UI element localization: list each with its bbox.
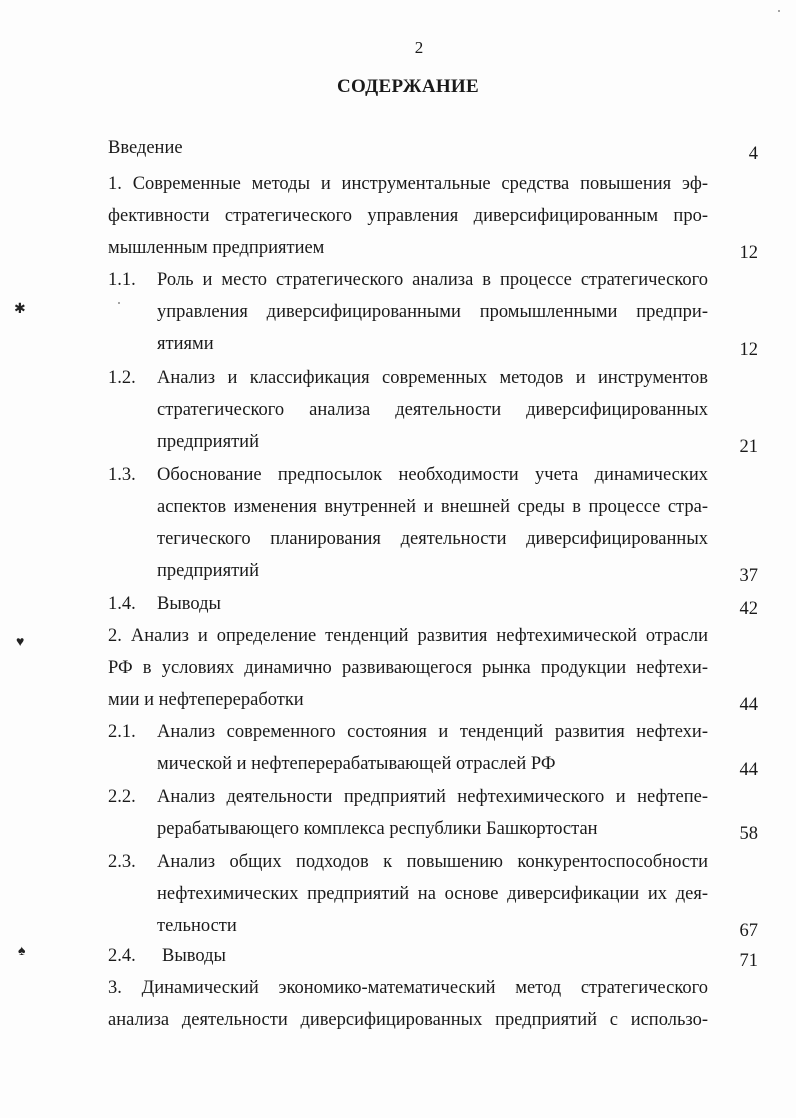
toc-page-section-1-3: 37 — [739, 566, 758, 586]
toc-page-chapter-2: 44 — [739, 695, 758, 715]
scan-dot — [778, 10, 780, 12]
toc-page-section-2-3: 67 — [739, 921, 758, 941]
toc-section-2-3-line: тельности — [157, 916, 237, 936]
toc-section-1-2-line: стратегического анализа деятельности диверсифицированных — [157, 400, 708, 420]
toc-section-1-3-line: Обоснование предпосылок необходимости учета динамических — [157, 465, 708, 485]
toc-section-2-3-line: нефтехимических предприятий на основе диверсификации их дея- — [157, 884, 708, 904]
toc-section-1-1-line: ятиями — [157, 334, 214, 354]
toc-section-number: 2.3. — [108, 852, 136, 872]
toc-section-1-2-line: предприятий — [157, 432, 259, 452]
toc-entry-introduction: Введение — [108, 138, 183, 158]
toc-section-1-3-line: аспектов изменения внутренней и внешней среды в процессе стра- — [157, 497, 708, 517]
page-number: 2 — [414, 38, 424, 57]
toc-chapter-3-line: анализа деятельности диверсифицированных предприятий с использо- — [108, 1010, 708, 1030]
toc-section-1-4-label: Выводы — [157, 594, 221, 614]
toc-section-number: 1.4. — [108, 594, 136, 614]
toc-chapter-2-line: мии и нефтепереработки — [108, 690, 304, 710]
scan-speck: ♥ — [16, 635, 25, 650]
toc-section-number: 2.1. — [108, 722, 136, 742]
toc-chapter-3-line: 3. Динамический экономико-математический метод стратегического — [108, 978, 708, 998]
toc-page-section-2-2: 58 — [739, 824, 758, 844]
toc-section-2-3-line: Анализ общих подходов к повышению конкурентоспособности — [157, 852, 708, 872]
toc-section-2-2-line: Анализ деятельности предприятий нефтехимического и нефтепе- — [157, 787, 708, 807]
toc-section-2-1-line: Анализ современного состояния и тенденций развития нефтехи- — [157, 722, 708, 742]
toc-chapter-1-line: мышленным предприятием — [108, 238, 325, 258]
toc-section-1-3-line: тегического планирования деятельности диверсифицированных — [157, 529, 708, 549]
toc-section-2-4-label: Выводы — [162, 946, 226, 966]
toc-page-section-2-1: 44 — [739, 760, 758, 780]
toc-section-1-3-line: предприятий — [157, 561, 259, 581]
toc-chapter-1-line: фективности стратегического управления диверсифицированным про- — [108, 206, 708, 226]
toc-section-1-2-line: Анализ и классификация современных методов и инструментов — [157, 368, 708, 388]
toc-chapter-2-line: 2. Анализ и определение тенденций развития нефтехимической отрасли — [108, 626, 708, 646]
scan-speck: ♠ — [18, 944, 26, 959]
toc-page-chapter-1: 12 — [739, 243, 758, 263]
toc-chapter-1-line: 1. Современные методы и инструментальные средства повышения эф- — [108, 174, 708, 194]
toc-section-1-1-line: Роль и место стратегического анализа в процессе стратегического — [157, 270, 708, 290]
toc-section-2-1-line: мической и нефтеперерабатывающей отраслей РФ — [157, 754, 556, 774]
toc-chapter-2-line: РФ в условиях динамично развивающегося рынка продукции нефтехи- — [108, 658, 708, 678]
toc-section-1-1-line: управления диверсифицированными промышленными предпри- — [157, 302, 708, 322]
scan-speck: ✱ — [14, 302, 26, 317]
toc-section-number: 1.1. — [108, 270, 136, 290]
toc-page-section-2-4: 71 — [739, 951, 758, 971]
toc-page-introduction: 4 — [748, 144, 758, 164]
toc-page-section-1-2: 21 — [739, 437, 758, 457]
toc-section-number: 2.2. — [108, 787, 136, 807]
scan-dot — [118, 302, 120, 304]
toc-section-number: 1.3. — [108, 465, 136, 485]
toc-page-section-1-1: 12 — [739, 340, 758, 360]
toc-page-section-1-4: 42 — [739, 599, 758, 619]
toc-section-number: 2.4. — [108, 946, 136, 966]
toc-section-number: 1.2. — [108, 368, 136, 388]
toc-section-2-2-line: рерабатывающего комплекса республики Башкортостан — [157, 819, 598, 839]
page-title: СОДЕРЖАНИЕ — [337, 76, 479, 97]
